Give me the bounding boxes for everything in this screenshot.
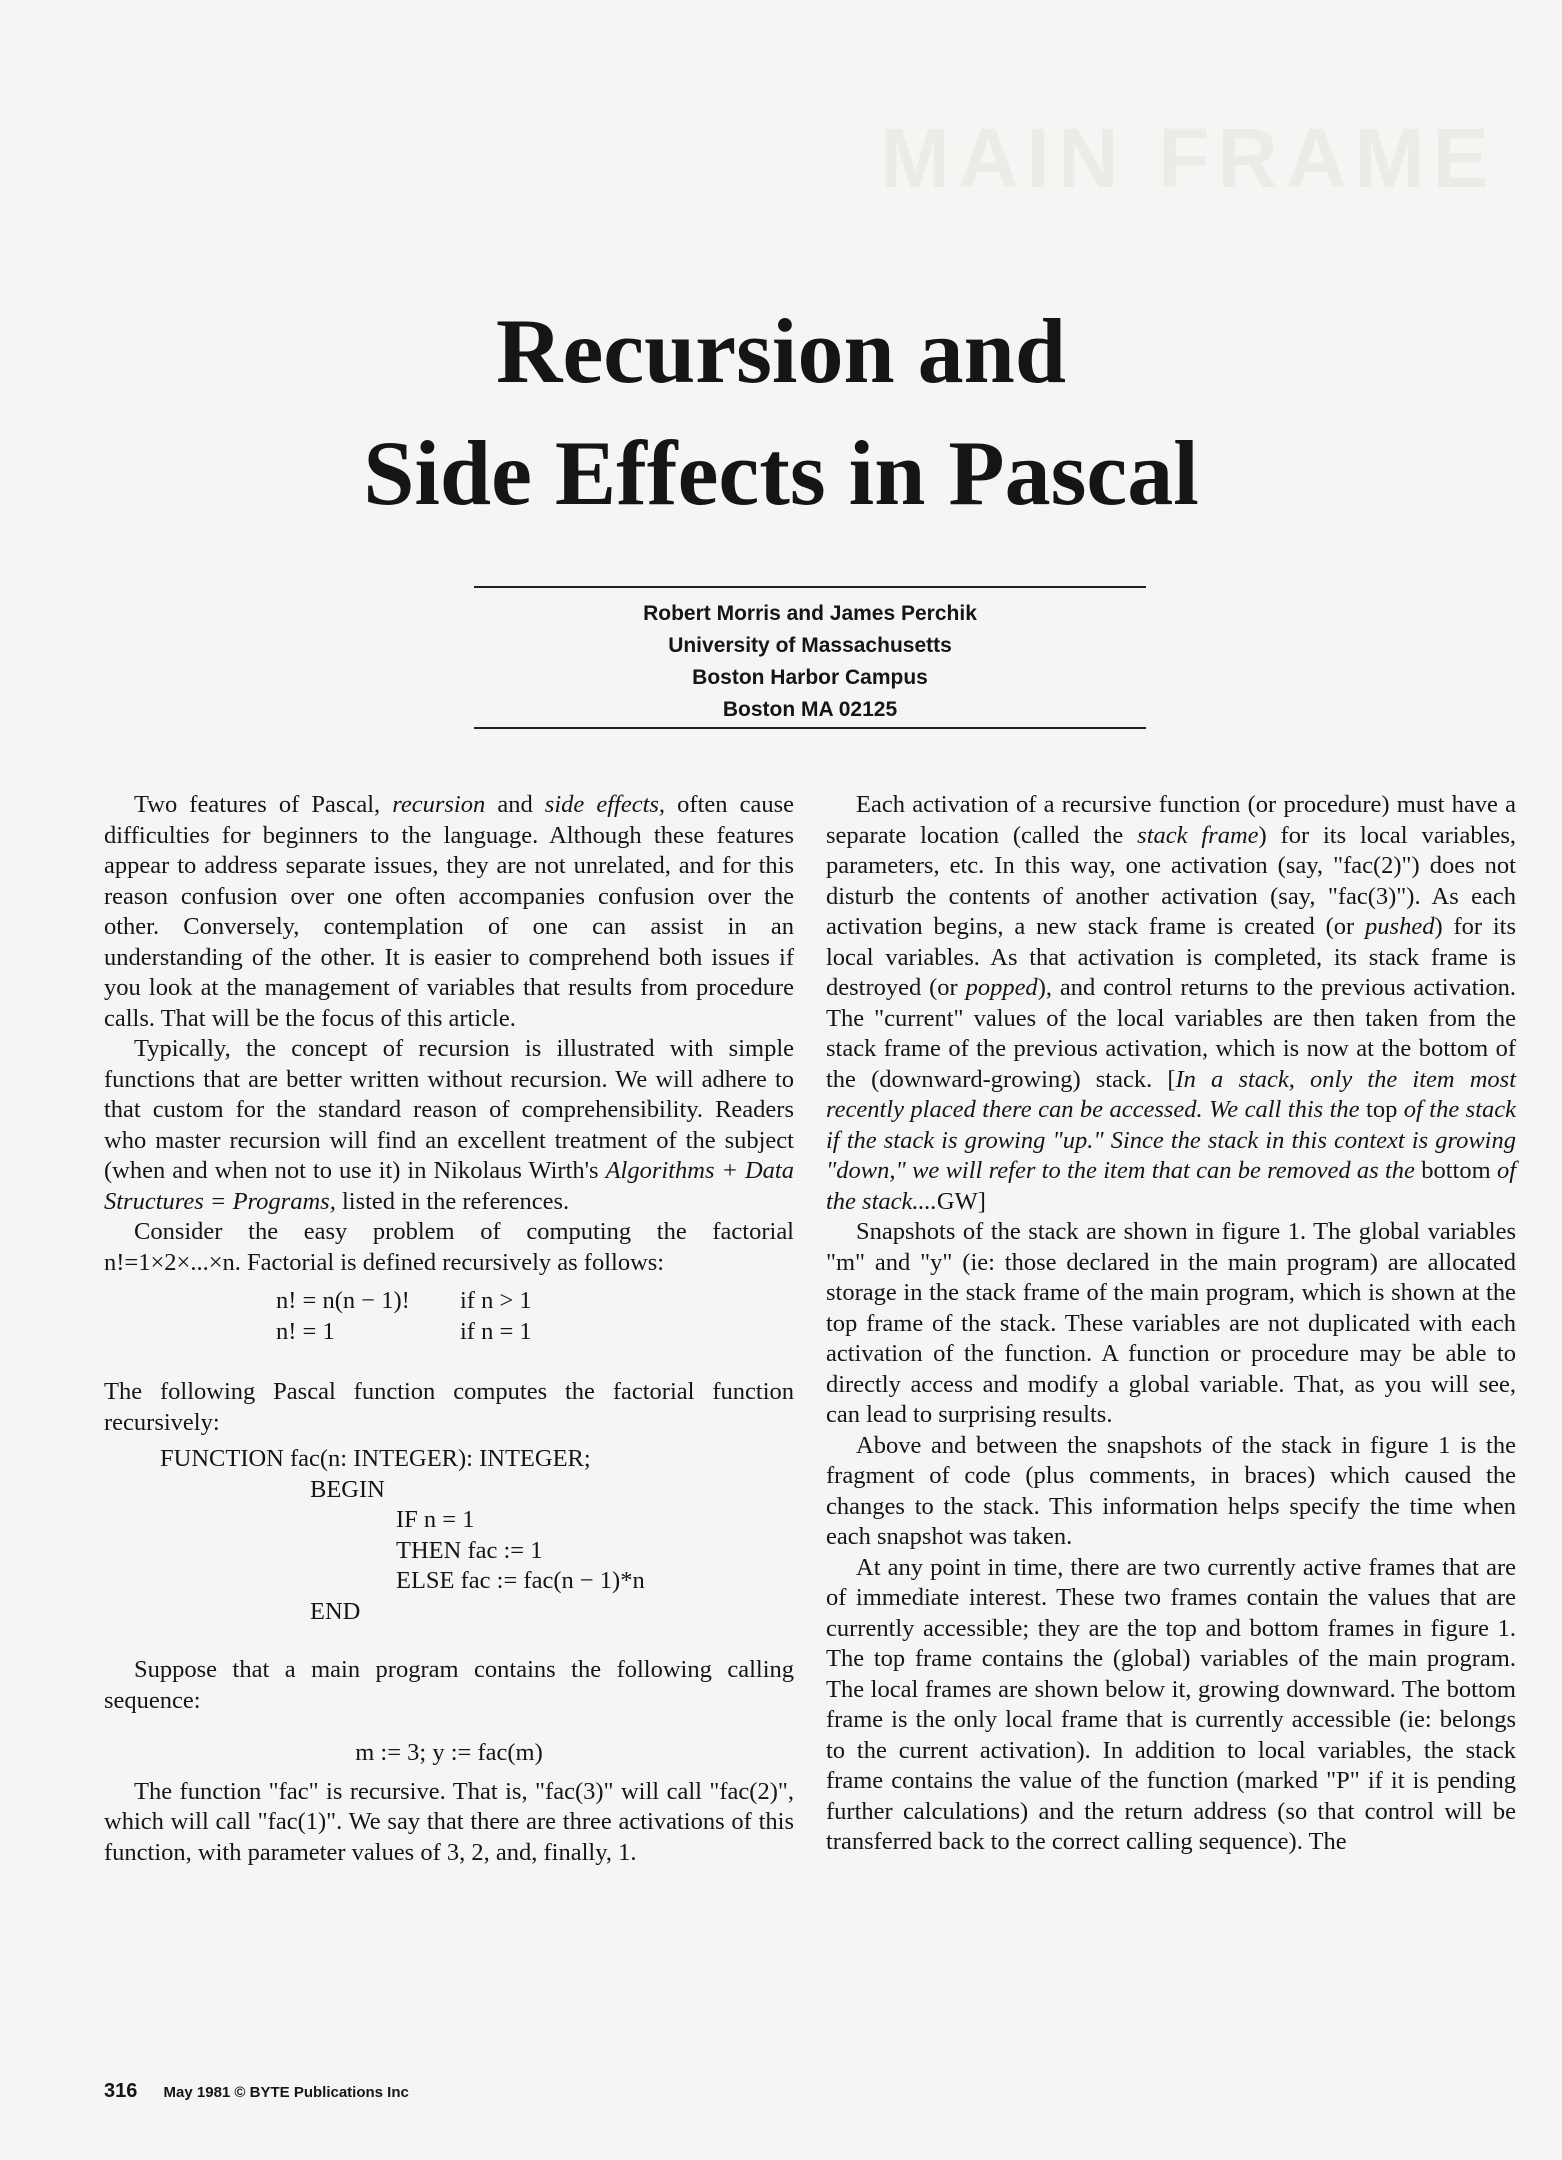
paragraph: Each activation of a recursive function (or procedure) must have a separate location (called the stack frame) for its local variables, parameters, etc. In this way, one activation (say, "fac(2)") does not disturb the contents of another activation (say, "fac(3)"). As each activation begins, a new stack frame is created (or pushed) for its local variables. As that activation is completed, its stack frame is destroyed (or popped), and control returns to the previous activation. The "current" values of the local variables are then taken from the stack frame of the previous activation, which is now at the bottom of the (downward-growing) stack. [In a stack, only the item most recently placed there can be accessed. We call this the top of the stack if the stack is growing "up." Since the stack in this context is growing "down," we will refer to the item that can be removed as the bottom of the stack....GW] xyxy=(826,791,1517,1215)
paragraph: The following Pascal function computes the factorial function recursively: xyxy=(104,1378,794,1436)
author-names: Robert Morris and James Perchik xyxy=(643,602,977,625)
paragraph: At any point in time, there are two currently active frames that are of immediate interest. These two frames contain the values that are currently accessible; they are the top and bottom frames in figure 1. The top frame contains the (global) variables of the main program. The local frames are shown below it, growing downward. The bottom frame is the only local frame that is currently accessible (ie: belongs to the current activation). In addition to local variables, the stack frame contains the value of the function (marked "P" if it is pending further calculations) and the return address (so that control will be transferred back to the correct calling sequence). The xyxy=(826,1553,1516,1855)
left-column xyxy=(104,790,794,1868)
title-line-2: Side Effects in Pascal xyxy=(363,422,1199,524)
author-address: Boston MA 02125 xyxy=(722,698,898,721)
paragraph: Two features of Pascal, recursion and side effects, often cause difficulties for beginners to the language. Although these features appear to address separate issues, they are not unrelated, and for this reason confusion over one often accompanies confusion over the other. Conversely, contemplation of one can assist in an understanding of the other. It is easier to comprehend both issues if you look at the management of variables that results from procedure calls. That will be the focus of this article. xyxy=(104,791,794,1032)
publication-credit: May 1981 © BYTE Publications Inc xyxy=(163,2084,409,2101)
code-line: END xyxy=(310,1597,361,1625)
author-campus: Boston Harbor Campus xyxy=(692,666,928,689)
author-institution: University of Massachusetts xyxy=(668,634,952,657)
calling-sequence: m := 3; y := fac(m) xyxy=(355,1739,543,1766)
page-number: 316 xyxy=(104,2080,138,2102)
author-block xyxy=(474,598,1146,726)
code-line: IF n = 1 xyxy=(396,1506,475,1533)
right-column xyxy=(826,790,1516,1858)
code-line: THEN fac := 1 xyxy=(396,1536,543,1564)
paragraph: Consider the easy problem of computing the factorial n!=1×2×...×n. Factorial is defined recursively as follows: xyxy=(104,1218,794,1276)
paragraph: The function "fac" is recursive. That is, "fac(3)" will call "fac(2)", which will call "fac(1)". We say that there are three activations of this function, with parameter values of 3, 2, and, finally, 1. xyxy=(104,1777,794,1866)
page-footer xyxy=(104,2080,409,2103)
code-line: FUNCTION fac(n: INTEGER): INTEGER; xyxy=(160,1445,591,1472)
paragraph: Typically, the concept of recursion is illustrated with simple functions that are better written without recursion. We will adhere to that custom for the standard reason of comprehensibility. Readers who master recursion will find an excellent treatment of the subject (when and when not to use it) in Nikolaus Wirth's Algorithms + Data Structures = Programs, listed in the references. xyxy=(104,1035,794,1215)
article-title xyxy=(0,290,1562,534)
top-rule xyxy=(474,586,1146,588)
code-line: ELSE fac := fac(n − 1)*n xyxy=(396,1567,645,1594)
show-through-text: MAIN FRAME xyxy=(880,111,1497,205)
bottom-rule xyxy=(474,727,1146,729)
paragraph: Snapshots of the stack are shown in figure 1. The global variables "m" and "y" (ie: those declared in the main program) are allocated storage in the stack frame of the main program, which is shown at the top frame of the stack. These variables are not duplicated with each activation of the function. A function or procedure may be able to directly access and modify a global variable. That, as you will see, can lead to surprising results. xyxy=(826,1218,1516,1428)
paragraph: Above and between the snapshots of the stack in figure 1 is the fragment of code (plus comments, in braces) which caused the changes to the stack. This information helps specify the time when each snapshot was taken. xyxy=(826,1431,1516,1550)
title-line-1: Recursion and xyxy=(496,300,1066,402)
factorial-formula: n! = n(n − 1)! if n > 1 n! = 1 if n = 1 xyxy=(276,1287,532,1345)
code-listing xyxy=(160,1444,794,1627)
paragraph: Suppose that a main program contains the following calling sequence: xyxy=(104,1656,794,1714)
code-line: BEGIN xyxy=(310,1475,385,1503)
